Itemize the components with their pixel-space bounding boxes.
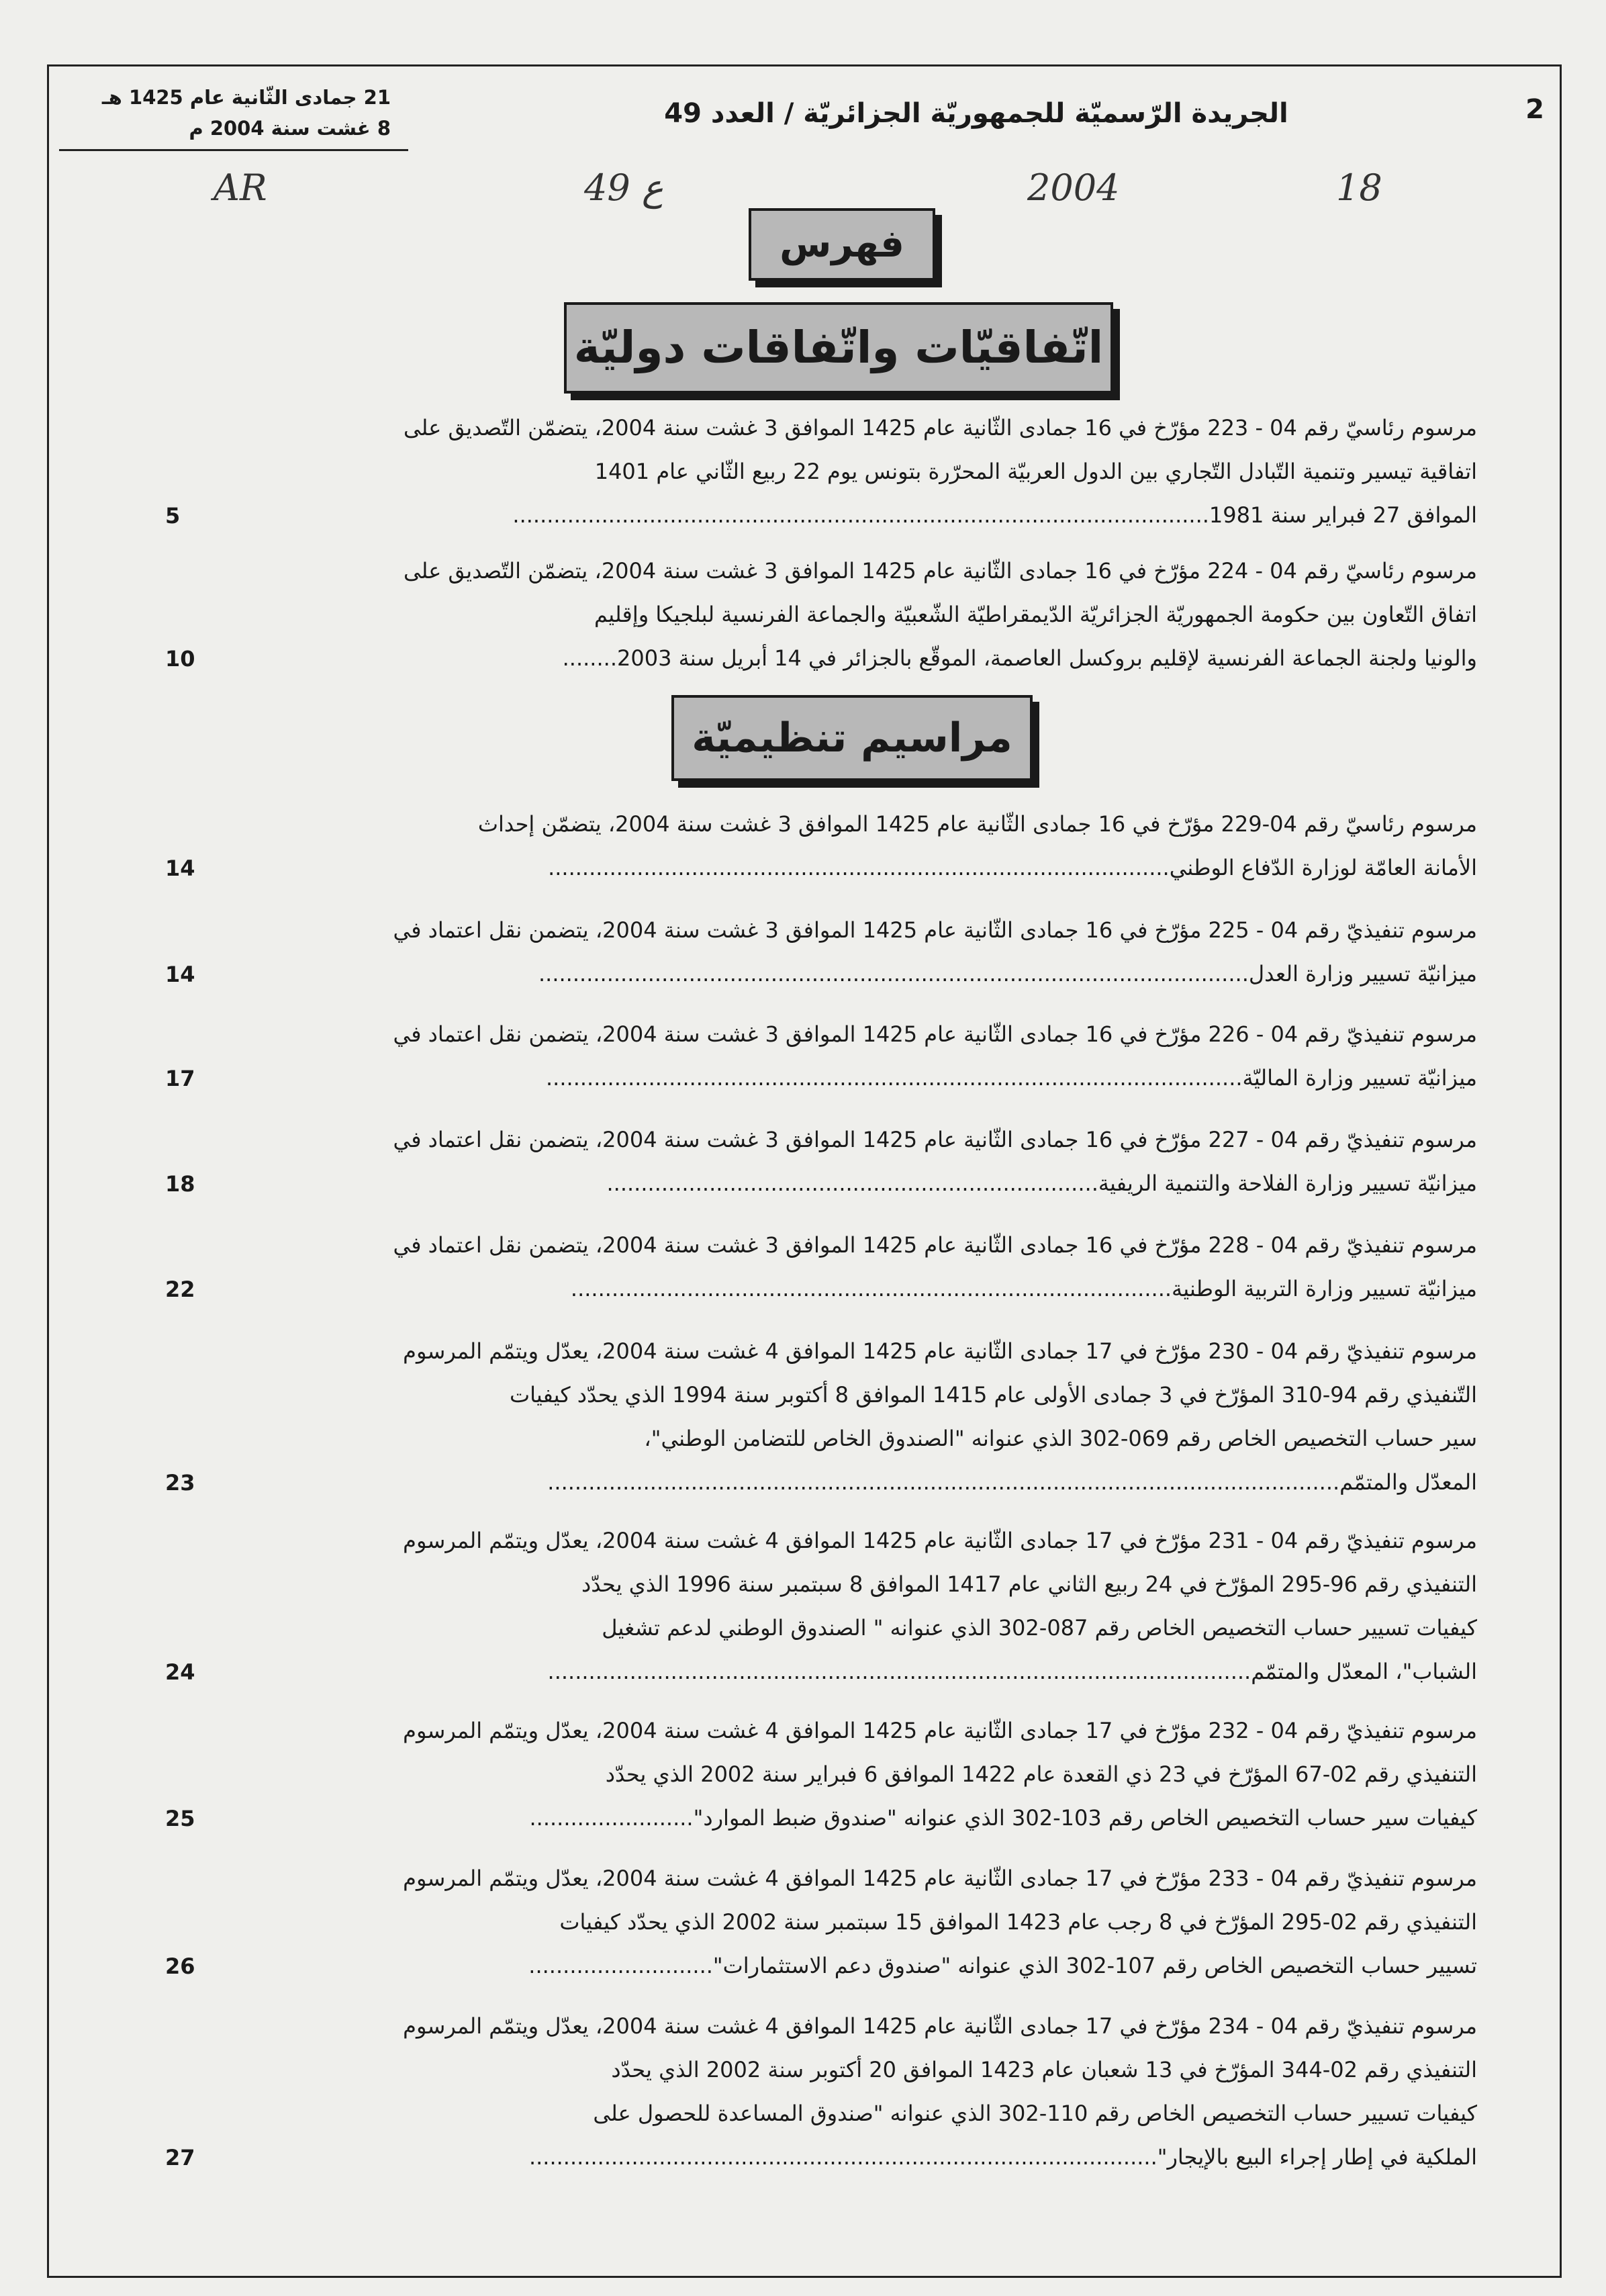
- handwritten-year: 2004: [1027, 167, 1120, 209]
- toc-page-number: 24: [165, 1659, 195, 1685]
- toc-page-number: 23: [165, 1470, 195, 1496]
- toc-entry-line: التنفيذي رقم 96-295 المؤرّخ في 24 ربيع الثاني عام 1417 الموافق 8 سبتمبر سنة 1996 الذي يحدّد: [581, 1571, 1477, 1597]
- toc-entry: [201, 1519, 1477, 1694]
- toc-entry-line: مرسوم تنفيذيّ رقم 04 - 231 مؤرّخ في 17 جمادى الثّانية عام 1425 الموافق 4 غشت سنة 2004، يعدّل ويتمّم المرسوم: [403, 1528, 1477, 1553]
- header-page-number: 2: [1525, 94, 1544, 125]
- toc-page-number: 14: [165, 856, 195, 881]
- toc-page-number: 26: [165, 1954, 195, 1979]
- agreements-section-title: اتّفاقيّات واتّفاقات دوليّة: [564, 302, 1113, 394]
- header-date-box: [59, 79, 408, 151]
- decrees-section-title: مراسيم تنظيميّة: [671, 695, 1033, 781]
- toc-entry-line: التّنفيذي رقم 94-310 المؤرّخ في 3 جمادى الأولى عام 1415 الموافق 8 أكتوبر سنة 1994 الذي يحدّد كيفيات: [509, 1382, 1477, 1408]
- header-title: الجريدة الرّسميّة للجمهوريّة الجزائريّة / العدد 49: [664, 98, 1288, 129]
- toc-entry: [201, 2005, 1477, 2179]
- toc-entry-line: التنفيذي رقم 02-295 المؤرّخ في 8 رجب عام 1423 الموافق 15 سبتمبر سنة 2002 الذي يحدّد كيفيات: [559, 1909, 1477, 1935]
- toc-entry-line: مرسوم تنفيذيّ رقم 04 - 227 مؤرّخ في 16 جمادى الثّانية عام 1425 الموافق 3 غشت سنة 2004، يتضمن نقل اعتماد في: [393, 1127, 1477, 1152]
- toc-entry-line: اتفاق التّعاون بين حكومة الجمهوريّة الجزائريّة الدّيمقراطيّة الشّعبيّة والجماعة الفرنسية لبلجيكا وإقليم: [594, 602, 1477, 627]
- toc-entry-line: مرسوم تنفيذيّ رقم 04 - 226 مؤرّخ في 16 جمادى الثّانية عام 1425 الموافق 3 غشت سنة 2004، يتضمن نقل اعتماد في: [393, 1021, 1477, 1047]
- toc-entry-line: الملكية في إطار إجراء البيع بالإيجار"............................................................................................: [528, 2144, 1477, 2170]
- toc-entry: [201, 1709, 1477, 1840]
- toc-page-number: 5: [165, 503, 181, 529]
- handwritten-code: AR: [214, 167, 267, 209]
- toc-page-number: 27: [165, 2145, 195, 2170]
- toc-entry-line: مرسوم تنفيذيّ رقم 04 - 234 مؤرّخ في 17 جمادى الثّانية عام 1425 الموافق 4 غشت سنة 2004، يعدّل ويتمّم المرسوم: [403, 2013, 1477, 2039]
- toc-entry-line: اتفاقية تيسير وتنمية التّبادل التّجاري بين الدول العربيّة المحرّرة بتونس يوم 22 ربيع الثّاني عام 1401: [594, 459, 1477, 484]
- toc-entry-line: مرسوم رئاسيّ رقم 04-229 مؤرّخ في 16 جمادى الثّانية عام 1425 الموافق 3 غشت سنة 2004، يتضمّن إحداث: [477, 811, 1477, 837]
- toc-entry-line: كيفيات تسيير حساب التخصيص الخاص رقم 110-302 الذي عنوانه "صندوق المساعدة للحصول على: [593, 2101, 1477, 2126]
- toc-entry-line: سير حساب التخصيص الخاص رقم 069-302 الذي عنوانه "الصندوق الخاص للتضامن الوطني"،: [644, 1426, 1477, 1451]
- page-header: [59, 79, 1547, 152]
- toc-entry-line: كيفيات سير حساب التخصيص الخاص رقم 103-302 الذي عنوانه "صندوق ضبط الموارد"........................: [529, 1805, 1477, 1831]
- toc-entry-line: ميزانيّة تسيير وزارة الفلاحة والتنمية الريفية........................................................................: [606, 1170, 1477, 1196]
- toc-entry: [201, 1857, 1477, 1988]
- toc-entry-line: التنفيذي رقم 02-67 المؤرّخ في 23 ذي القعدة عام 1422 الموافق 6 فبراير سنة 2002 الذي يحدّد: [605, 1761, 1477, 1787]
- toc-entry-line: ميزانيّة تسيير وزارة العدل........................................................................................................: [538, 961, 1477, 986]
- toc-entry-line: ميزانيّة تسيير وزارة الماليّة......................................................................................................: [546, 1065, 1477, 1091]
- toc-page-number: 17: [165, 1066, 195, 1091]
- toc-entry-line: كيفيات تسيير حساب التخصيص الخاص رقم 087-302 الذي عنوانه " الصندوق الوطني لدعم تشغيل: [602, 1615, 1477, 1641]
- toc-entry-line: مرسوم تنفيذيّ رقم 04 - 233 مؤرّخ في 17 جمادى الثّانية عام 1425 الموافق 4 غشت سنة 2004، يعدّل ويتمّم المرسوم: [403, 1866, 1477, 1891]
- toc-entry-line: المعدّل والمتمّم....................................................................................................................: [547, 1469, 1477, 1495]
- toc-entry-line: تسيير حساب التخصيص الخاص رقم 107-302 الذي عنوانه "صندوق دعم الاستثمارات"...........................: [528, 1953, 1477, 1978]
- toc-entry: [201, 909, 1477, 996]
- toc-entry-line: والونيا ولجنة الجماعة الفرنسية لإقليم بروكسل العاصمة، الموقّع بالجزائر في 14 أبريل سنة 2003........: [562, 645, 1477, 671]
- toc-entry-line: ميزانيّة تسيير وزارة التربية الوطنية........................................................................................: [570, 1276, 1477, 1301]
- toc-entry: [201, 1224, 1477, 1311]
- toc-page-number: 14: [165, 962, 195, 987]
- toc-entry-line: الموافق 27 فبراير سنة 1981......................................................................................................: [512, 502, 1477, 528]
- handwritten-issue: 49 ع: [584, 167, 664, 209]
- toc-entry-line: مرسوم تنفيذيّ رقم 04 - 228 مؤرّخ في 16 جمادى الثّانية عام 1425 الموافق 3 غشت سنة 2004، يتضمن نقل اعتماد في: [393, 1232, 1477, 1258]
- toc-entry-line: مرسوم رئاسيّ رقم 04 - 223 مؤرّخ في 16 جمادى الثّانية عام 1425 الموافق 3 غشت سنة 2004، يتضمّن التّصديق على: [404, 415, 1477, 441]
- toc-page-number: 10: [165, 646, 195, 672]
- handwritten-number: 18: [1336, 167, 1382, 209]
- toc-entry: [201, 549, 1477, 680]
- index-title: فهرس: [749, 208, 935, 281]
- toc-entry: [201, 1118, 1477, 1205]
- toc-entry: [201, 1330, 1477, 1504]
- toc-entry-line: الشباب"، المعدّل والمتمّم.......................................................................................................: [547, 1659, 1477, 1684]
- toc-entry-line: مرسوم تنفيذيّ رقم 04 - 230 مؤرّخ في 17 جمادى الثّانية عام 1425 الموافق 4 غشت سنة 2004، يعدّل ويتمّم المرسوم: [403, 1338, 1477, 1364]
- toc-entry: [201, 406, 1477, 537]
- toc-page-number: 22: [165, 1277, 195, 1302]
- toc-entry: [201, 1013, 1477, 1100]
- toc-entry: [201, 802, 1477, 890]
- toc-entry-line: مرسوم رئاسيّ رقم 04 - 224 مؤرّخ في 16 جمادى الثّانية عام 1425 الموافق 3 غشت سنة 2004، يتضمّن التّصديق على: [404, 558, 1477, 584]
- toc-page-number: 25: [165, 1806, 195, 1831]
- header-date-gregorian: 8 غشت سنة 2004 م: [189, 117, 391, 140]
- toc-entry-line: مرسوم تنفيذيّ رقم 04 - 232 مؤرّخ في 17 جمادى الثّانية عام 1425 الموافق 4 غشت سنة 2004، يعدّل ويتمّم المرسوم: [403, 1718, 1477, 1743]
- header-date-hijri: 21 جمادى الثّانية عام 1425 هـ: [101, 86, 391, 109]
- toc-entry-line: الأمانة العامّة لوزارة الدّفاع الوطني...........................................................................................: [548, 855, 1477, 880]
- toc-entry-line: مرسوم تنفيذيّ رقم 04 - 225 مؤرّخ في 16 جمادى الثّانية عام 1425 الموافق 3 غشت سنة 2004، يتضمن نقل اعتماد في: [393, 917, 1477, 943]
- toc-entry-line: التنفيذي رقم 02-344 المؤرّخ في 13 شعبان عام 1423 الموافق 20 أكتوبر سنة 2002 الذي يحدّد: [611, 2057, 1477, 2082]
- toc-page-number: 18: [165, 1171, 195, 1197]
